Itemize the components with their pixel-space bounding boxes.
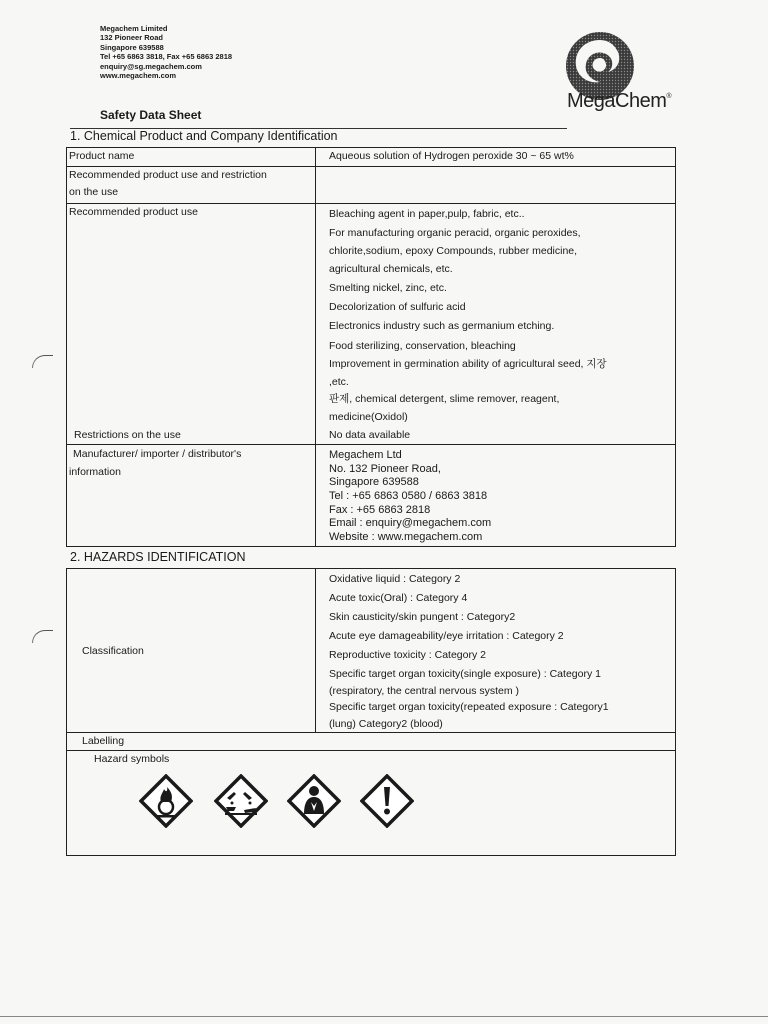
restrictions-value: No data available xyxy=(329,429,411,441)
manufacturer-line: Tel : +65 6863 0580 / 6863 3818 xyxy=(329,490,488,502)
recommended-use-line: ,etc. xyxy=(329,376,349,388)
classification-line: Acute toxic(Oral) : Category 4 xyxy=(329,592,468,604)
table-row xyxy=(67,750,675,751)
health-hazard-icon xyxy=(287,774,341,828)
corrosive-icon xyxy=(214,774,268,828)
company-address-block xyxy=(100,24,232,80)
recommended-use-line: Improvement in germination ability of agricultural seed, 지장 xyxy=(329,358,607,370)
hole-punch-mark xyxy=(32,630,53,643)
recommended-use-line: medicine(Oxidol) xyxy=(329,411,408,423)
recommended-use-line: chlorite,sodium, epoxy Compounds, rubber medicine, xyxy=(329,245,578,257)
recommended-use-line: Bleaching agent in paper,pulp, fabric, etc.. xyxy=(329,208,525,220)
recommended-use-line: Smelting nickel, zinc, etc. xyxy=(329,282,447,294)
recommended-use-line: Food sterilizing, conservation, bleaching xyxy=(329,340,516,352)
column-divider xyxy=(315,148,316,546)
recommended-use-line: Decolorization of sulfuric acid xyxy=(329,301,466,313)
classification-line: Acute eye damageability/eye irritation : Category 2 xyxy=(329,630,564,642)
page-bottom-edge xyxy=(0,1016,768,1017)
manufacturer-line: Megachem Ltd xyxy=(329,449,402,461)
company-name: Megachem Limited xyxy=(100,24,168,33)
hazard-symbols-label: Hazard symbols xyxy=(94,753,170,765)
company-address-line1: 132 Pioneer Road xyxy=(100,33,163,43)
labelling-label: Labelling xyxy=(82,735,125,747)
recommended-use-line: For manufacturing organic peracid, organic peroxides, xyxy=(329,227,581,239)
manufacturer-line: Email : enquiry@megachem.com xyxy=(329,517,492,529)
classification-label: Classification xyxy=(82,645,144,657)
section1-title: 1. Chemical Product and Company Identification xyxy=(70,129,338,143)
company-phone: Tel +65 6863 3818, Fax +65 6863 2818 xyxy=(100,52,233,62)
hole-punch-mark xyxy=(32,355,53,368)
recommended-use-label: Recommended product use xyxy=(69,206,198,218)
restrictions-label: Restrictions on the use xyxy=(74,429,181,441)
classification-line: (respiratory, the central nervous system ) xyxy=(329,685,520,697)
product-name-value: Aqueous solution of Hydrogen peroxide 30 ~ 65 wt% xyxy=(329,150,574,162)
table-row xyxy=(67,203,675,204)
recommended-use-line: 판제, chemical detergent, slime remover, reagent, xyxy=(329,393,560,405)
document-title: Safety Data Sheet xyxy=(100,108,202,122)
section2-title: 2. HAZARDS IDENTIFICATION xyxy=(70,550,246,564)
recommended-use-line: agricultural chemicals, etc. xyxy=(329,263,453,275)
table-row xyxy=(67,732,675,733)
brand-wordmark xyxy=(567,90,671,113)
oxidizer-icon xyxy=(139,774,193,828)
classification-line: (lung) Category2 (blood) xyxy=(329,718,443,730)
section2-table xyxy=(66,568,676,856)
section1-table xyxy=(66,147,676,547)
table-row xyxy=(67,444,675,445)
company-website: www.megachem.com xyxy=(100,71,176,81)
use-restriction-label-line1: Recommended product use and restriction xyxy=(69,169,267,181)
brand-text: MegaChem xyxy=(567,90,667,112)
manufacturer-line: No. 132 Pioneer Road, xyxy=(329,463,441,475)
company-address-line2: Singapore 639588 xyxy=(100,42,164,52)
column-divider xyxy=(315,569,316,732)
manufacturer-label-line2: information xyxy=(69,466,121,478)
exclamation-icon xyxy=(360,774,414,828)
classification-line: Specific target organ toxicity(single exposure) : Category 1 xyxy=(329,668,601,680)
classification-line: Skin causticity/skin pungent : Category2 xyxy=(329,611,516,623)
registered-mark: ® xyxy=(666,93,672,100)
recommended-use-line: Electronics industry such as germanium etching. xyxy=(329,320,555,332)
classification-line: Oxidative liquid : Category 2 xyxy=(329,573,461,585)
classification-line: Specific target organ toxicity(repeated exposure : Category1 xyxy=(329,701,609,713)
company-email: enquiry@sg.megachem.com xyxy=(100,61,202,71)
classification-line: Reproductive toxicity : Category 2 xyxy=(329,649,486,661)
manufacturer-line: Fax : +65 6863 2818 xyxy=(329,504,431,516)
product-name-label: Product name xyxy=(69,150,135,162)
manufacturer-line: Website : www.megachem.com xyxy=(329,531,483,543)
table-row xyxy=(67,166,675,167)
use-restriction-label-line2: on the use xyxy=(69,186,119,198)
manufacturer-label-line1: Manufacturer/ importer / distributor's xyxy=(73,448,242,460)
manufacturer-line: Singapore 639588 xyxy=(329,476,419,488)
